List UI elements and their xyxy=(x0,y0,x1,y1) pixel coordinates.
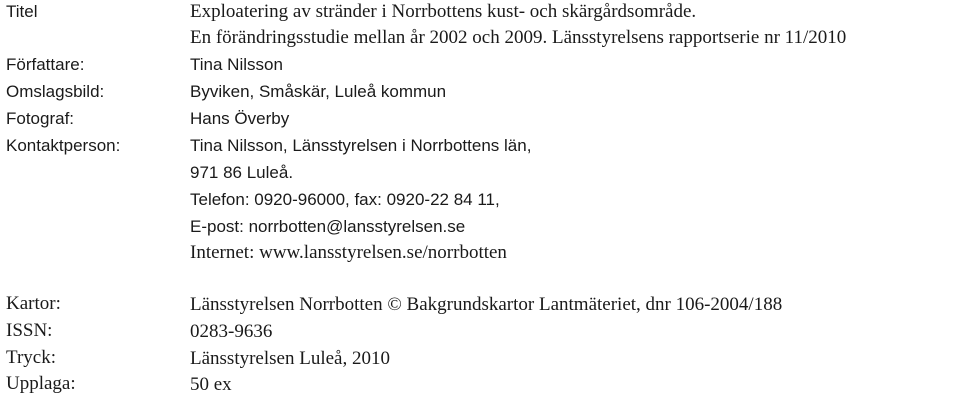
edition-value: 50 ex xyxy=(190,374,232,395)
print-label: Tryck: xyxy=(6,347,56,368)
edition-label: Upplaga: xyxy=(6,373,76,394)
author-value: Tina Nilsson xyxy=(190,55,283,74)
contact-line-2: 971 86 Luleå. xyxy=(190,163,294,182)
title-line-1: Exploatering av stränder i Norrbottens kust- och skärgårdsområde. xyxy=(190,1,697,22)
contact-label: Kontaktperson: xyxy=(6,136,121,155)
title-label: Titel xyxy=(6,2,38,21)
print-value: Länsstyrelsen Luleå, 2010 xyxy=(190,348,390,369)
title-line-2: En förändringsstudie mellan år 2002 och 2009. Länsstyrelsens rapportserie nr 11/2010 xyxy=(190,27,847,48)
issn-label: ISSN: xyxy=(6,320,53,341)
cover-label: Omslagsbild: xyxy=(6,82,105,101)
photographer-label: Fotograf: xyxy=(6,109,75,128)
maps-value: Länsstyrelsen Norrbotten © Bakgrundskartor Lantmäteriet, dnr 106-2004/188 xyxy=(190,294,783,315)
contact-email: E-post: norrbotten@lansstyrelsen.se xyxy=(190,217,466,236)
contact-line-3: Telefon: 0920-96000, fax: 0920-22 84 11, xyxy=(190,190,500,209)
issn-value: 0283-9636 xyxy=(190,321,273,342)
cover-value: Byviken, Småskär, Luleå kommun xyxy=(190,82,447,101)
contact-website: Internet: www.lansstyrelsen.se/norrbotten xyxy=(190,242,507,263)
maps-label: Kartor: xyxy=(6,293,61,314)
author-label: Författare: xyxy=(6,55,85,74)
photographer-value: Hans Överby xyxy=(190,109,290,128)
contact-line-1: Tina Nilsson, Länsstyrelsen i Norrbottens län, xyxy=(190,136,532,155)
